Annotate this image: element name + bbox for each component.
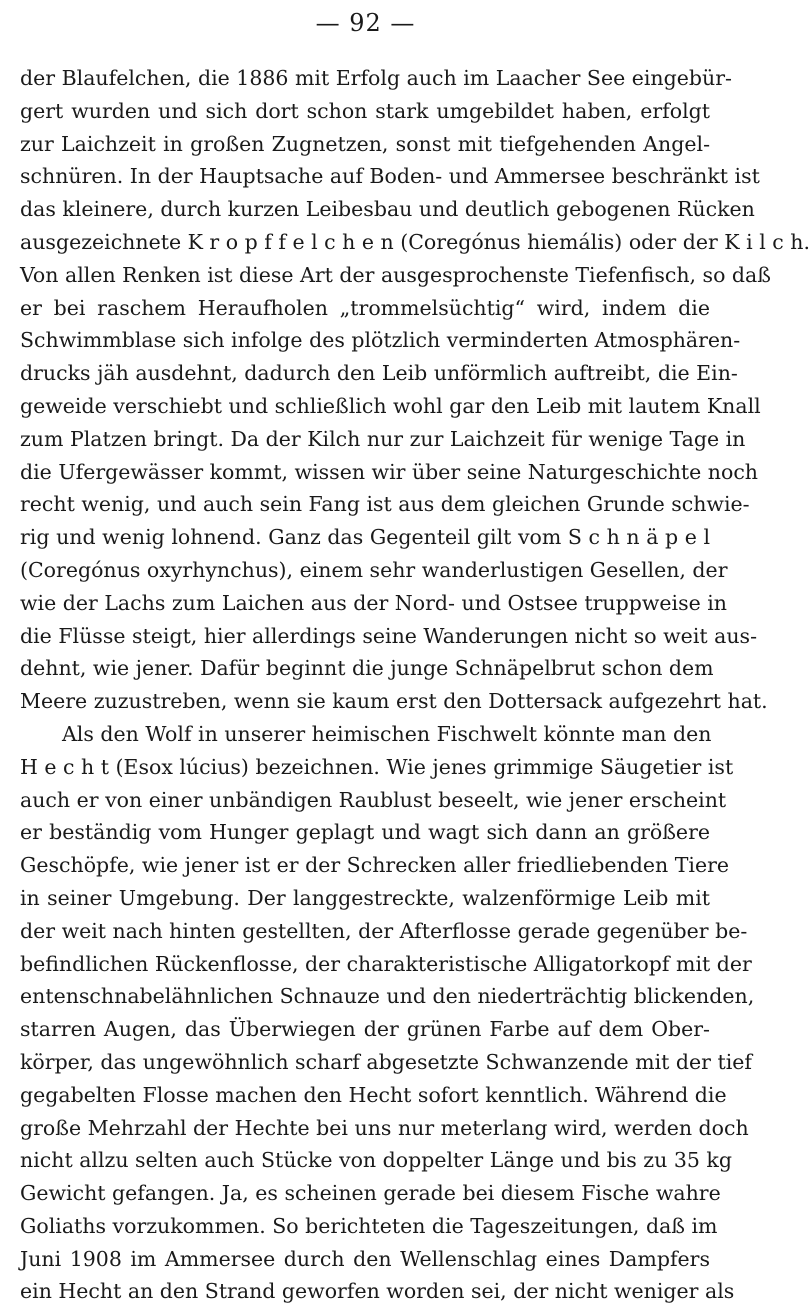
text-line: er bei raschem Heraufholen „trommelsüchtig“ wird, indem die	[20, 295, 710, 320]
body-text	[20, 62, 810, 1308]
text-line: recht wenig, und auch sein Fang ist aus dem gleichen Grunde schwie-	[20, 492, 750, 517]
text-line: befindlichen Rückenflosse, der charakteristische Alligatorkopf mit der	[20, 951, 752, 976]
text-line: körper, das ungewöhnlich scharf abgesetzte Schwanzende mit der tief	[20, 1049, 752, 1074]
text-line: geweide verschiebt und schließlich wohl gar den Leib mit lautem Knall	[20, 393, 761, 418]
text-line: gegabelten Flosse machen den Hecht sofort kenntlich. Während die	[20, 1082, 727, 1107]
text-line: ein Hecht an den Strand geworfen worden sei, der nicht weniger als	[20, 1279, 735, 1304]
page-number: — 92 —	[315, 9, 416, 37]
text-line: Gewicht gefangen. Ja, es scheinen gerade bei diesem Fische wahre	[20, 1181, 721, 1206]
text-line: drucks jäh ausdehnt, dadurch den Leib unförmlich auftreibt, die Ein-	[20, 361, 738, 386]
text-line: (Coregónus oxyrhynchus), einem sehr wanderlustigen Gesellen, der	[20, 557, 728, 582]
text-line: Von allen Renken ist diese Art der ausgesprochenste Tiefenfisch, so daß	[20, 262, 771, 287]
text-line: wie der Lachs zum Laichen aus der Nord- und Ostsee truppweise in	[20, 590, 727, 615]
text-line: Goliaths vorzukommen. So berichteten die Tageszeitungen, daß im	[20, 1213, 718, 1238]
text-line: die Ufergewässer kommt, wissen wir über seine Naturgeschichte noch	[20, 459, 759, 484]
text-line: entenschnabelähnlichen Schnauze und den niederträchtig blickenden,	[20, 984, 755, 1009]
text-line: Meere zuzustreben, wenn sie kaum erst den Dottersack aufgezehrt hat.	[20, 689, 768, 714]
text-line: der Blaufelchen, die 1886 mit Erfolg auch im Laacher See eingebür-	[20, 66, 732, 90]
text-line: Als den Wolf in unserer heimischen Fischwelt könnte man den	[62, 721, 712, 746]
text-line: ausgezeichnete K r o p f f e l c h e n (Coregónus hiemális) oder der K i l c h.	[20, 229, 810, 254]
text-line: rig und wenig lohnend. Ganz das Gegenteil gilt vom S c h n ä p e l	[20, 525, 710, 550]
text-line: starren Augen, das Überwiegen der grünen Farbe auf dem Ober-	[20, 1017, 710, 1042]
text-line: gert wurden und sich dort schon stark umgebildet haben, erfolgt	[20, 98, 710, 123]
text-line: in seiner Umgebung. Der langgestreckte, walzenförmige Leib mit	[20, 885, 710, 910]
text-line: H e c h t (Esox lúcius) bezeichnen. Wie jenes grimmige Säugetier ist	[20, 754, 734, 779]
text-line: zur Laichzeit in großen Zugnetzen, sonst mit tiefgehenden Angel-	[20, 131, 710, 156]
text-line: auch er von einer unbändigen Raublust beseelt, wie jener erscheint	[20, 787, 727, 812]
text-line: zum Platzen bringt. Da der Kilch nur zur Laichzeit für wenige Tage in	[20, 426, 746, 451]
text-line: Juni 1908 im Ammersee durch den Wellenschlag eines Dampfers	[20, 1246, 710, 1271]
text-line: er beständig vom Hunger geplagt und wagt sich dann an größere	[20, 820, 710, 845]
paragraph-1	[20, 62, 810, 718]
text-line: Schwimmblase sich infolge des plötzlich verminderten Atmosphären-	[20, 328, 741, 353]
text-line: schnüren. In der Hauptsache auf Boden- und Ammersee beschränkt ist	[20, 164, 760, 189]
paragraph-2	[20, 718, 755, 1308]
text-line: große Mehrzahl der Hechte bei uns nur meterlang wird, werden doch	[20, 1115, 749, 1140]
text-line: dehnt, wie jener. Dafür beginnt die junge Schnäpelbrut schon dem	[20, 656, 714, 681]
text-line: die Flüsse steigt, hier allerdings seine Wanderungen nicht so weit aus-	[20, 623, 757, 648]
text-line: nicht allzu selten auch Stücke von doppelter Länge und bis zu 35 kg	[20, 1148, 732, 1173]
text-line: das kleinere, durch kurzen Leibesbau und deutlich gebogenen Rücken	[20, 197, 755, 222]
text-line: Geschöpfe, wie jener ist er der Schrecken aller friedliebenden Tiere	[20, 853, 730, 878]
text-line: der weit nach hinten gestellten, der Afterflosse gerade gegenüber be-	[20, 918, 748, 943]
